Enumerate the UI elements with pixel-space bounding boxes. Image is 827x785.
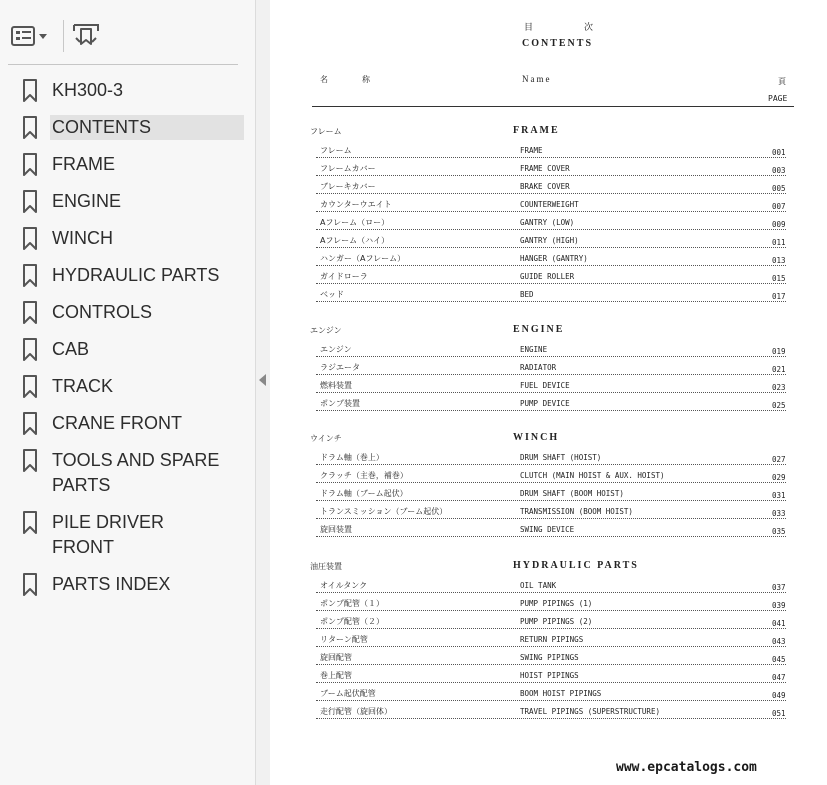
section-heading-jp: 油圧装置 (310, 562, 342, 571)
contents-row-page: 005 (772, 184, 786, 193)
contents-row-name: SWING PIPINGS (520, 653, 579, 662)
bookmark-label: ENGINE (52, 191, 122, 211)
contents-row-page: 025 (772, 401, 786, 410)
bookmark-label: FRAME (52, 154, 115, 174)
contents-row-leader (316, 718, 786, 719)
contents-row-leader (316, 301, 786, 302)
contents-row-page: 001 (772, 148, 786, 157)
contents-row-page: 013 (772, 256, 786, 265)
header-rule (312, 106, 794, 107)
contents-row-name: FRAME COVER (520, 164, 570, 173)
bookmark-item[interactable] (0, 504, 255, 566)
contents-row-page: 045 (772, 655, 786, 664)
contents-row-jp: エンジン (320, 345, 352, 354)
bookmark-icon (22, 264, 38, 288)
section-heading-jp: フレーム (310, 127, 342, 136)
contents-row-name: TRANSMISSION (BOOM HOIST) (520, 507, 633, 516)
find-bookmark-button[interactable] (70, 18, 102, 54)
contents-row-leader (316, 700, 786, 701)
contents-row-leader (316, 374, 786, 375)
contents-row-leader (316, 211, 786, 212)
bookmark-item[interactable] (0, 109, 255, 146)
contents-row-leader (316, 175, 786, 176)
contents-row-jp: 巻上配管 (320, 671, 352, 680)
bookmark-icon (22, 375, 38, 399)
contents-row-name: GANTRY (HIGH) (520, 236, 579, 245)
contents-row-jp: フレーム (320, 146, 352, 155)
contents-row-jp: ポンプ配管（１） (320, 599, 384, 608)
contents-row-name: CLUTCH (MAIN HOIST & AUX. HOIST) (520, 471, 665, 480)
toolbar-divider (63, 20, 64, 52)
contents-row-name: COUNTERWEIGHT (520, 200, 579, 209)
header-name: Name (522, 74, 552, 84)
contents-title-jp: 目 次 (524, 23, 600, 33)
contents-row-name: RADIATOR (520, 363, 557, 372)
collapse-panel-arrow-icon[interactable] (259, 374, 266, 386)
bookmarks-toolbar (0, 0, 255, 64)
contents-row-page: 051 (772, 709, 786, 718)
contents-row-leader (316, 356, 786, 357)
header-name-jp: 名 称 (320, 75, 376, 84)
bookmark-item[interactable] (0, 331, 255, 368)
contents-row-name: FRAME (520, 146, 543, 155)
contents-row-page: 007 (772, 202, 786, 211)
contents-row-page: 033 (772, 509, 786, 518)
contents-row-leader (316, 157, 786, 158)
contents-row-leader (316, 464, 786, 465)
header-page: PAGE (768, 94, 788, 103)
contents-row-page: 009 (772, 220, 786, 229)
bookmark-item[interactable] (0, 442, 255, 504)
section-heading: WINCH (513, 432, 560, 443)
bookmark-icon (22, 412, 38, 436)
bookmark-icon (22, 79, 38, 103)
contents-row-page: 015 (772, 274, 786, 283)
contents-row-page: 027 (772, 455, 786, 464)
contents-row-name: OIL TANK (520, 581, 557, 590)
bookmark-label: PARTS INDEX (52, 574, 171, 594)
contents-row-name: ENGINE (520, 345, 548, 354)
contents-row-leader (316, 664, 786, 665)
section-heading-jp: ウインチ (310, 434, 342, 443)
contents-row-page: 041 (772, 619, 786, 628)
bookmark-list (0, 72, 255, 603)
contents-row-name: FUEL DEVICE (520, 381, 570, 390)
bookmark-item[interactable] (0, 72, 255, 109)
contents-row-jp: Aフレーム（ハイ） (320, 236, 390, 245)
contents-title: CONTENTS (522, 38, 594, 49)
bookmark-icon (22, 153, 38, 177)
bookmark-icon (22, 449, 38, 473)
contents-row-leader (316, 500, 786, 501)
bookmark-icon (22, 338, 38, 362)
contents-row-leader (316, 392, 786, 393)
contents-row-leader (316, 592, 786, 593)
contents-row-name: DRUM SHAFT (BOOM HOIST) (520, 489, 624, 498)
bookmark-label: PILE DRIVER FRONT (52, 512, 165, 557)
bookmark-label: KH300-3 (52, 80, 124, 100)
contents-row-name: RETURN PIPINGS (520, 635, 584, 644)
contents-row-name: DRUM SHAFT (HOIST) (520, 453, 602, 462)
bookmark-icon (22, 511, 38, 535)
section-heading-jp: エンジン (310, 326, 342, 335)
contents-row-name: PUMP PIPINGS (2) (520, 617, 593, 626)
contents-row-jp: トランスミッション（ブーム起伏） (320, 507, 448, 516)
bookmark-item[interactable] (0, 368, 255, 405)
contents-row-jp: ハンガー（Aフレーム） (320, 254, 406, 263)
bookmarks-panel (0, 0, 255, 785)
contents-row-jp: ポンプ装置 (320, 399, 360, 408)
bookmark-label: HYDRAULIC PARTS (52, 265, 220, 285)
contents-row-name: BRAKE COVER (520, 182, 570, 191)
bookmark-item[interactable] (0, 294, 255, 331)
contents-row-page: 039 (772, 601, 786, 610)
contents-row-jp: ラジエータ (320, 363, 360, 372)
contents-row-jp: ガイドローラ (320, 272, 368, 281)
bookmark-icon (22, 301, 38, 325)
contents-row-page: 029 (772, 473, 786, 482)
contents-row-jp: 旋回装置 (320, 525, 352, 534)
contents-row-name: BOOM HOIST PIPINGS (520, 689, 602, 698)
contents-row-jp: リターン配管 (320, 635, 368, 644)
contents-row-leader (316, 610, 786, 611)
contents-row-leader (316, 283, 786, 284)
contents-row-page: 047 (772, 673, 786, 682)
contents-row-leader (316, 646, 786, 647)
contents-row-name: PUMP PIPINGS (1) (520, 599, 593, 608)
contents-row-name: PUMP DEVICE (520, 399, 570, 408)
contents-row-leader (316, 682, 786, 683)
contents-row-page: 035 (772, 527, 786, 536)
contents-row-jp: オイルタンク (320, 581, 368, 590)
contents-row-page: 011 (772, 238, 786, 247)
contents-row-name: HOIST PIPINGS (520, 671, 579, 680)
contents-row-name: GANTRY (LOW) (520, 218, 575, 227)
contents-row-leader (316, 482, 786, 483)
toolbar-separator (8, 64, 238, 65)
bookmark-item[interactable] (0, 183, 255, 220)
header-page-jp: 頁 (778, 77, 786, 86)
contents-row-jp: ブレーキカバー (320, 182, 376, 191)
contents-row-page: 019 (772, 347, 786, 356)
bookmark-label: TRACK (52, 376, 114, 396)
contents-row-name: SWING DEVICE (520, 525, 575, 534)
contents-row-leader (316, 628, 786, 629)
contents-row-name: BED (520, 290, 534, 299)
bookmark-label: TOOLS AND SPARE PARTS (52, 450, 220, 495)
bookmark-item[interactable] (0, 146, 255, 183)
contents-row-leader (316, 247, 786, 248)
section-heading: HYDRAULIC PARTS (513, 560, 639, 571)
bookmark-icon (22, 227, 38, 251)
bookmark-item[interactable] (0, 220, 255, 257)
contents-row-jp: ドラム軸（ブーム起伏） (320, 489, 408, 498)
watermark-text: www.epcatalogs.com (616, 760, 757, 775)
bookmark-options-icon (10, 24, 50, 48)
contents-row-leader (316, 229, 786, 230)
contents-row-jp: ブーム起伏配管 (320, 689, 376, 698)
section-heading: FRAME (513, 125, 560, 136)
contents-row-page: 023 (772, 383, 786, 392)
contents-row-leader (316, 193, 786, 194)
bookmark-label: CONTROLS (52, 302, 153, 322)
contents-row-jp: クラッチ（主巻，補巻） (320, 471, 408, 480)
section-heading: ENGINE (513, 324, 565, 335)
contents-row-jp: ポンプ配管（２） (320, 617, 384, 626)
contents-row-page: 031 (772, 491, 786, 500)
contents-row-jp: 燃料装置 (320, 381, 352, 390)
contents-row-name: GUIDE ROLLER (520, 272, 575, 281)
bookmark-label: CAB (52, 339, 90, 359)
panel-splitter[interactable] (255, 0, 270, 785)
document-page (270, 0, 827, 785)
contents-row-jp: Aフレーム（ロー） (320, 218, 390, 227)
bookmark-label: CONTENTS (50, 115, 244, 140)
contents-row-leader (316, 536, 786, 537)
contents-row-name: TRAVEL PIPINGS (SUPERSTRUCTURE) (520, 707, 660, 716)
bookmark-item[interactable] (0, 566, 255, 603)
contents-row-page: 037 (772, 583, 786, 592)
contents-row-leader (316, 410, 786, 411)
contents-row-jp: カウンターウエイト (320, 200, 392, 209)
bookmark-label: WINCH (52, 228, 113, 248)
bookmark-label: CRANE FRONT (52, 413, 182, 433)
contents-row-page: 021 (772, 365, 786, 374)
contents-row-jp: ドラム軸（巻上） (320, 453, 384, 462)
contents-row-jp: 走行配管（旋回体） (320, 707, 392, 716)
contents-row-jp: フレームカバー (320, 164, 376, 173)
bookmark-options-button[interactable] (10, 18, 50, 54)
contents-row-page: 017 (772, 292, 786, 301)
bookmark-icon (22, 116, 38, 140)
contents-row-name: HANGER (GANTRY) (520, 254, 588, 263)
contents-row-leader (316, 518, 786, 519)
find-bookmark-icon (70, 20, 102, 52)
bookmark-item[interactable] (0, 405, 255, 442)
contents-row-leader (316, 265, 786, 266)
contents-row-jp: ベッド (320, 290, 344, 299)
bookmark-icon (22, 190, 38, 214)
contents-row-jp: 旋回配管 (320, 653, 352, 662)
contents-row-page: 043 (772, 637, 786, 646)
contents-row-page: 049 (772, 691, 786, 700)
bookmark-icon (22, 573, 38, 597)
contents-row-page: 003 (772, 166, 786, 175)
bookmark-item[interactable] (0, 257, 255, 294)
